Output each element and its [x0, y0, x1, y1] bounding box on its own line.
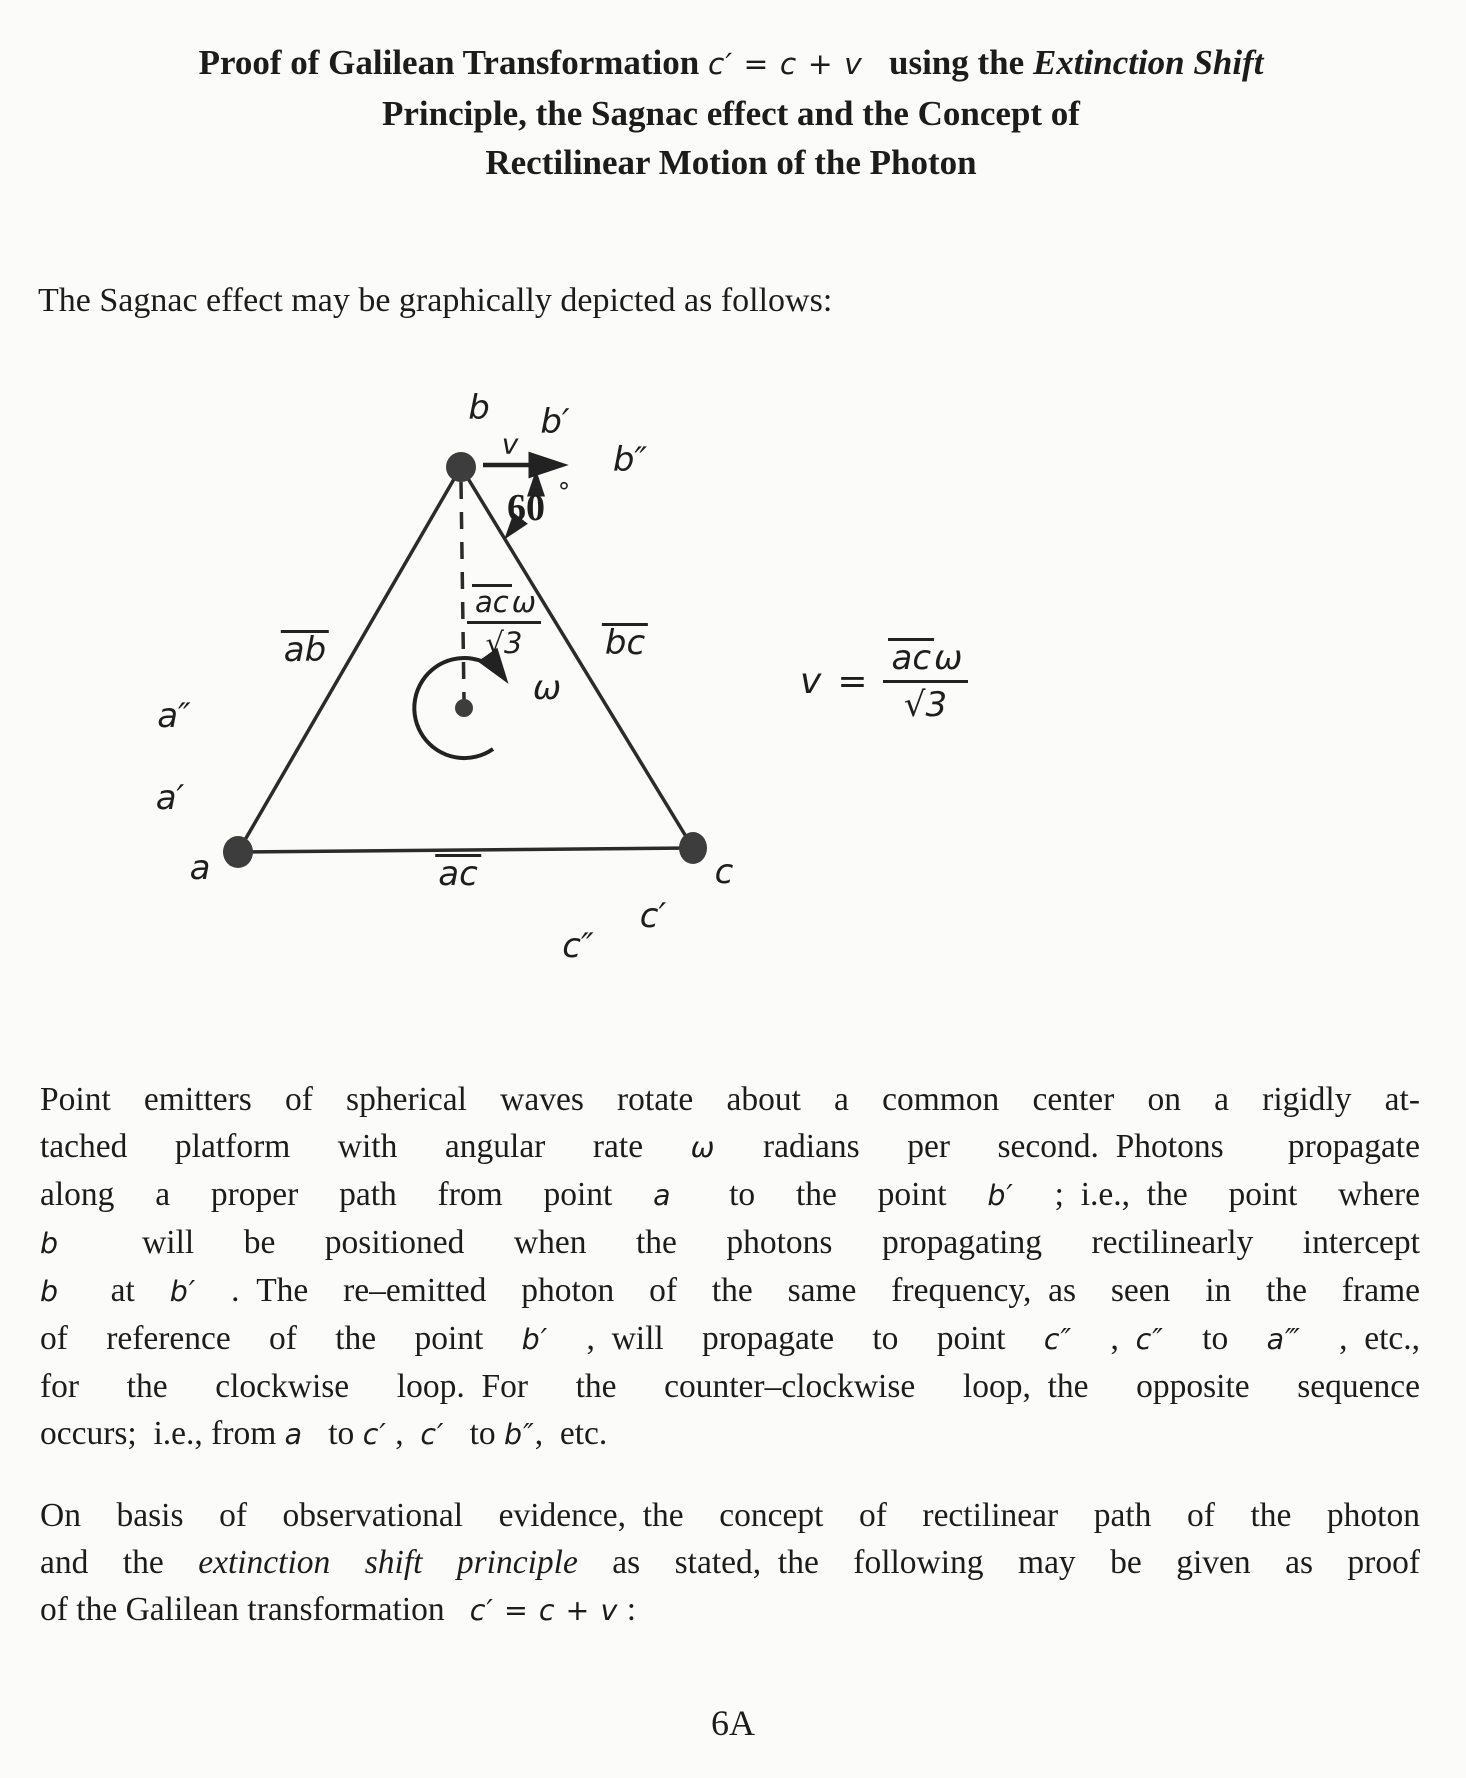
label-angle-60: 60	[507, 487, 545, 529]
omega-formula: ω	[934, 638, 963, 678]
label-a-double-prime: a″	[157, 696, 191, 736]
text-segment: a	[653, 1179, 672, 1212]
text-line	[40, 1586, 1420, 1634]
text-segment: along a proper path from point	[40, 1176, 654, 1213]
text-segment: of the Galilean transformation	[40, 1591, 470, 1628]
label-side-ab	[281, 630, 329, 670]
text-segment: c″	[1135, 1323, 1164, 1356]
velocity-formula	[800, 638, 968, 725]
text-segment: as stated, the following may be given as proof	[577, 1544, 1420, 1581]
text-segment: Rectilinear Motion of the Photon	[485, 143, 977, 182]
label-side-bc	[602, 623, 648, 663]
dashed-bisector-line	[461, 482, 464, 700]
text-segment: ,	[386, 1415, 421, 1452]
text-segment: b	[40, 1275, 60, 1308]
text-segment: :	[618, 1591, 636, 1628]
text-segment: , etc.	[534, 1415, 608, 1452]
text-line	[40, 1315, 1420, 1363]
sagnac-effect-diagram	[100, 360, 1130, 1050]
text-segment: c′	[420, 1418, 445, 1451]
text-line	[48, 138, 1414, 187]
overline-ac: ac	[435, 854, 481, 893]
formula-fraction	[883, 638, 967, 725]
vertex-dot-b	[446, 452, 476, 482]
label-degree-symbol: °	[557, 477, 571, 507]
text-segment: b″	[504, 1418, 535, 1451]
text-segment: c′ = c + v	[707, 47, 863, 82]
vertex-dot-a	[223, 836, 253, 868]
text-segment: c′ = c + v	[469, 1594, 619, 1627]
text-segment: and the	[40, 1544, 199, 1581]
text-segment: at	[59, 1272, 170, 1309]
text-line	[40, 1267, 1420, 1315]
triangle-side-ac-line	[238, 848, 693, 852]
label-b-double-prime: b″	[612, 440, 648, 480]
text-segment: to	[1163, 1320, 1267, 1357]
formula-denominator: √3	[903, 685, 948, 725]
text-line	[40, 1123, 1420, 1171]
center-fraction-numerator	[467, 584, 541, 624]
overline-bc: bc	[602, 623, 648, 662]
formula-numerator	[883, 638, 967, 683]
text-segment: ,	[1072, 1320, 1136, 1357]
text-segment: to	[444, 1415, 504, 1452]
formula-equals: =	[837, 661, 868, 702]
text-segment: The Sagnac effect may be graphically depicted as follows:	[38, 282, 833, 319]
label-a-prime: a′	[155, 778, 185, 818]
text-segment: c″	[1043, 1323, 1073, 1356]
page-number: 6A	[711, 1703, 755, 1743]
text-line	[40, 1410, 1420, 1458]
text-segment: , will propagate to point	[548, 1320, 1044, 1357]
label-point-c: c	[714, 852, 734, 892]
omega-numerator: ω	[511, 585, 537, 619]
label-c-prime: c′	[639, 896, 667, 936]
overline-ac-formula: ac	[888, 638, 934, 677]
text-segment: Proof of Galilean Transformation	[198, 43, 708, 82]
text-segment: Extinction Shift	[1032, 43, 1264, 82]
text-segment: a‴	[1266, 1323, 1301, 1356]
text-line	[40, 1171, 1420, 1219]
text-line	[40, 1492, 1420, 1539]
text-segment: using the	[862, 43, 1033, 82]
center-fraction-denominator: √3	[485, 626, 523, 660]
overline-ab: ab	[281, 630, 329, 669]
text-segment: of reference of the point	[40, 1320, 522, 1357]
label-center-fraction	[467, 584, 541, 660]
text-segment: c′	[362, 1418, 387, 1451]
text-segment: ; i.e., the point where	[1013, 1176, 1420, 1213]
intro-sentence	[38, 282, 832, 320]
triangle-side-ab-line	[238, 467, 461, 852]
text-segment: b	[40, 1227, 60, 1260]
label-b-prime: b′	[540, 402, 570, 442]
text-segment: Principle, the Sagnac effect and the Concept of	[382, 94, 1080, 133]
text-line	[48, 38, 1414, 89]
label-point-b: b	[468, 388, 490, 428]
text-segment: ω	[690, 1131, 716, 1164]
page-title	[48, 38, 1414, 187]
text-segment: b′	[169, 1275, 197, 1308]
text-segment: radians per second. Photons propagate	[715, 1128, 1420, 1165]
paragraph-1	[40, 1076, 1420, 1458]
text-segment: occurs; i.e., from	[40, 1415, 285, 1452]
overline-ac-numerator: ac	[472, 584, 512, 617]
center-dot	[455, 699, 473, 717]
text-segment: to the point	[671, 1176, 988, 1213]
text-line	[40, 1219, 1420, 1267]
vertex-dot-c	[679, 832, 707, 864]
text-line	[48, 89, 1414, 138]
text-segment: . The re–emitted photon of the same frequency, as seen in the frame	[196, 1272, 1420, 1309]
text-segment: b′	[987, 1179, 1014, 1212]
text-segment: tached platform with angular rate	[40, 1128, 691, 1165]
label-point-a: a	[189, 848, 211, 888]
text-segment: a	[284, 1418, 304, 1451]
label-omega: ω	[532, 668, 562, 708]
label-velocity-v: v	[501, 427, 519, 461]
paragraph-2	[40, 1492, 1420, 1634]
text-line	[40, 1539, 1420, 1586]
text-segment: for the clockwise loop. For the counter–clockwise loop, the opposite sequence	[40, 1368, 1420, 1405]
text-segment: , etc.,	[1300, 1320, 1421, 1357]
text-segment: extinction shift principle	[198, 1544, 578, 1581]
center-fraction	[467, 584, 541, 660]
text-line	[40, 1363, 1420, 1410]
text-segment: On basis of observational evidence, the concept of rectilinear path of the photon	[40, 1497, 1420, 1534]
text-segment: to	[303, 1415, 363, 1452]
label-side-ac	[435, 854, 481, 894]
label-c-double-prime: c″	[562, 926, 594, 966]
text-segment: Point emitters of spherical waves rotate about a common center on a rigidly at-	[40, 1081, 1420, 1118]
text-segment: will be positioned when the photons propagating rectilinearly intercept	[59, 1224, 1420, 1261]
text-segment: b′	[521, 1323, 549, 1356]
formula-lhs-v: v	[800, 661, 822, 702]
text-line	[40, 1076, 1420, 1123]
